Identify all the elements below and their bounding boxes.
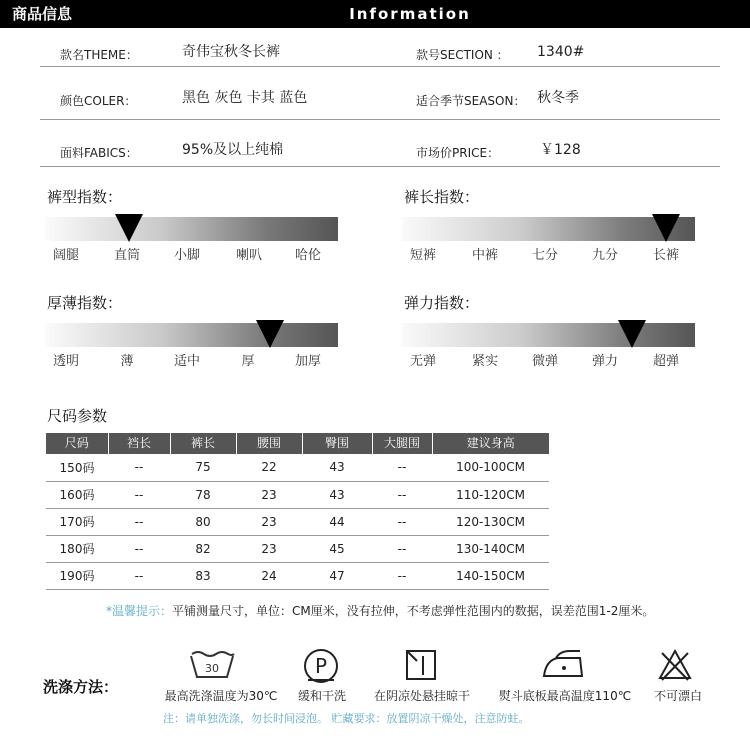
washing-title: 洗涤方法： xyxy=(43,678,119,696)
theme-label: 款名THEME： xyxy=(60,48,138,62)
hip-cell: 45 xyxy=(302,535,372,562)
iron-icon xyxy=(540,648,588,682)
stretch-tick: 无弹 xyxy=(409,354,436,369)
table-row xyxy=(46,508,549,535)
wash-label-shade: 在阴凉处悬挂晾干 xyxy=(373,689,470,703)
table-row xyxy=(46,481,549,508)
stretch-index-bar xyxy=(402,323,695,347)
crotch-cell: -- xyxy=(108,481,170,508)
thickness-tick: 适中 xyxy=(173,354,200,369)
divider xyxy=(40,166,720,167)
hip-cell: 47 xyxy=(302,562,372,589)
length-cell: 80 xyxy=(170,508,236,535)
header-title-en: Information xyxy=(349,5,471,23)
length-tick: 七分 xyxy=(531,248,558,263)
fit-index-title: 裤型指数： xyxy=(47,188,123,206)
length-index-marker xyxy=(652,214,680,242)
fit-tick: 喇叭 xyxy=(235,248,262,263)
size-col-header: 裤长 xyxy=(170,433,236,454)
divider xyxy=(40,66,720,67)
price-value: ￥128 xyxy=(540,142,581,158)
crotch-cell: -- xyxy=(108,454,170,481)
season-label: 适合季节SEASON： xyxy=(416,94,526,108)
length-tick: 中裤 xyxy=(471,248,498,263)
size-col-header: 臀围 xyxy=(302,433,372,454)
stretch-tick: 紧实 xyxy=(471,354,498,369)
thigh-cell: -- xyxy=(372,562,432,589)
theme-value: 奇伟宝秋冬长裤 xyxy=(182,44,280,60)
color-value: 黑色 灰色 卡其 蓝色 xyxy=(182,90,308,106)
thigh-cell: -- xyxy=(372,508,432,535)
fit-index-marker xyxy=(115,214,143,242)
size-col-header: 建议身高 xyxy=(432,433,549,454)
wash-label-bleach: 不可漂白 xyxy=(653,689,702,703)
height-cell: 100-100CM xyxy=(432,454,549,481)
hip-cell: 43 xyxy=(302,454,372,481)
no-bleach-icon xyxy=(657,648,693,682)
waist-cell: 23 xyxy=(236,481,302,508)
header-title-cn: 商品信息 xyxy=(12,5,73,23)
fit-tick: 哈伦 xyxy=(294,248,321,263)
color-label: 颜色COLER： xyxy=(60,94,137,108)
size-cell: 190码 xyxy=(46,562,108,589)
thigh-cell: -- xyxy=(372,535,432,562)
hip-cell: 44 xyxy=(302,508,372,535)
fit-tick: 直筒 xyxy=(113,248,140,263)
length-index-title: 裤长指数： xyxy=(404,188,480,206)
fit-tick: 小脚 xyxy=(173,248,200,263)
size-cell: 160码 xyxy=(46,481,108,508)
thigh-cell: -- xyxy=(372,454,432,481)
tip-prefix: *温馨提示： xyxy=(106,604,173,618)
thickness-tick: 薄 xyxy=(120,354,134,369)
thigh-cell: -- xyxy=(372,481,432,508)
divider xyxy=(40,119,720,120)
stretch-tick: 微弹 xyxy=(531,354,558,369)
tip-text: 平铺测量尺寸，单位：CM厘米，没有拉伸，不考虑弹性范围内的数据，误差范围1-2厘米。 xyxy=(172,604,655,618)
length-tick: 短裤 xyxy=(409,248,436,263)
price-label: 市场价PRICE： xyxy=(416,146,500,160)
size-table xyxy=(46,433,549,590)
length-cell: 83 xyxy=(170,562,236,589)
thickness-tick: 透明 xyxy=(52,354,79,369)
length-tick: 长裤 xyxy=(652,248,679,263)
wash-label-dryclean: 缓和干洗 xyxy=(297,689,346,703)
drip-dry-shade-icon xyxy=(404,648,438,682)
dry-clean-p-icon xyxy=(302,647,340,685)
height-cell: 110-120CM xyxy=(432,481,549,508)
crotch-cell: -- xyxy=(108,562,170,589)
table-row xyxy=(46,535,549,562)
dry-clean-letter: P xyxy=(314,654,328,678)
wash-tub-icon xyxy=(188,648,236,680)
table-row xyxy=(46,562,549,589)
stretch-tick: 超弹 xyxy=(652,354,679,369)
washing-note: 注：请单独洗涤，勿长时间浸泡。 贮藏要求：放置阴凉干燥处，注意防蛀。 xyxy=(163,712,530,725)
thickness-index-title: 厚薄指数： xyxy=(47,294,123,312)
section-label: 款号SECTION ： xyxy=(416,48,509,62)
size-col-header: 裆长 xyxy=(108,433,170,454)
size-table-title: 尺码参数 xyxy=(47,407,108,425)
length-cell: 75 xyxy=(170,454,236,481)
stretch-tick: 弹力 xyxy=(591,354,618,369)
thickness-tick: 厚 xyxy=(241,354,255,369)
thickness-tick: 加厚 xyxy=(294,354,321,369)
table-row xyxy=(46,454,549,481)
thickness-index-marker xyxy=(256,320,284,348)
size-table-header-row xyxy=(46,433,549,454)
measure-tip xyxy=(106,603,666,619)
stretch-index-marker xyxy=(618,320,646,348)
wash-label-iron: 熨斗底板最高温度110℃ xyxy=(498,689,632,703)
waist-cell: 23 xyxy=(236,508,302,535)
size-col-header: 大腿围 xyxy=(372,433,432,454)
length-cell: 82 xyxy=(170,535,236,562)
height-cell: 130-140CM xyxy=(432,535,549,562)
waist-cell: 23 xyxy=(236,535,302,562)
length-cell: 78 xyxy=(170,481,236,508)
size-col-header: 腰围 xyxy=(236,433,302,454)
size-cell: 150码 xyxy=(46,454,108,481)
season-value: 秋冬季 xyxy=(537,90,579,106)
size-cell: 180码 xyxy=(46,535,108,562)
height-cell: 140-150CM xyxy=(432,562,549,589)
waist-cell: 22 xyxy=(236,454,302,481)
wash-label-temp: 最高洗涤温度为30℃ xyxy=(164,689,278,703)
stretch-index-title: 弹力指数： xyxy=(404,294,480,312)
thickness-index-bar xyxy=(45,323,338,347)
size-col-header: 尺码 xyxy=(46,433,108,454)
crotch-cell: -- xyxy=(108,508,170,535)
waist-cell: 24 xyxy=(236,562,302,589)
fabric-label: 面料FABICS： xyxy=(60,146,138,160)
size-cell: 170码 xyxy=(46,508,108,535)
length-tick: 九分 xyxy=(591,248,618,263)
wash-temp-text: 30 xyxy=(205,662,219,675)
fit-tick: 阔腿 xyxy=(52,248,79,263)
hip-cell: 43 xyxy=(302,481,372,508)
crotch-cell: -- xyxy=(108,535,170,562)
fabric-value: 95%及以上纯棉 xyxy=(182,142,284,158)
section-value: 1340# xyxy=(537,44,585,60)
height-cell: 120-130CM xyxy=(432,508,549,535)
fit-index-bar xyxy=(45,217,338,241)
